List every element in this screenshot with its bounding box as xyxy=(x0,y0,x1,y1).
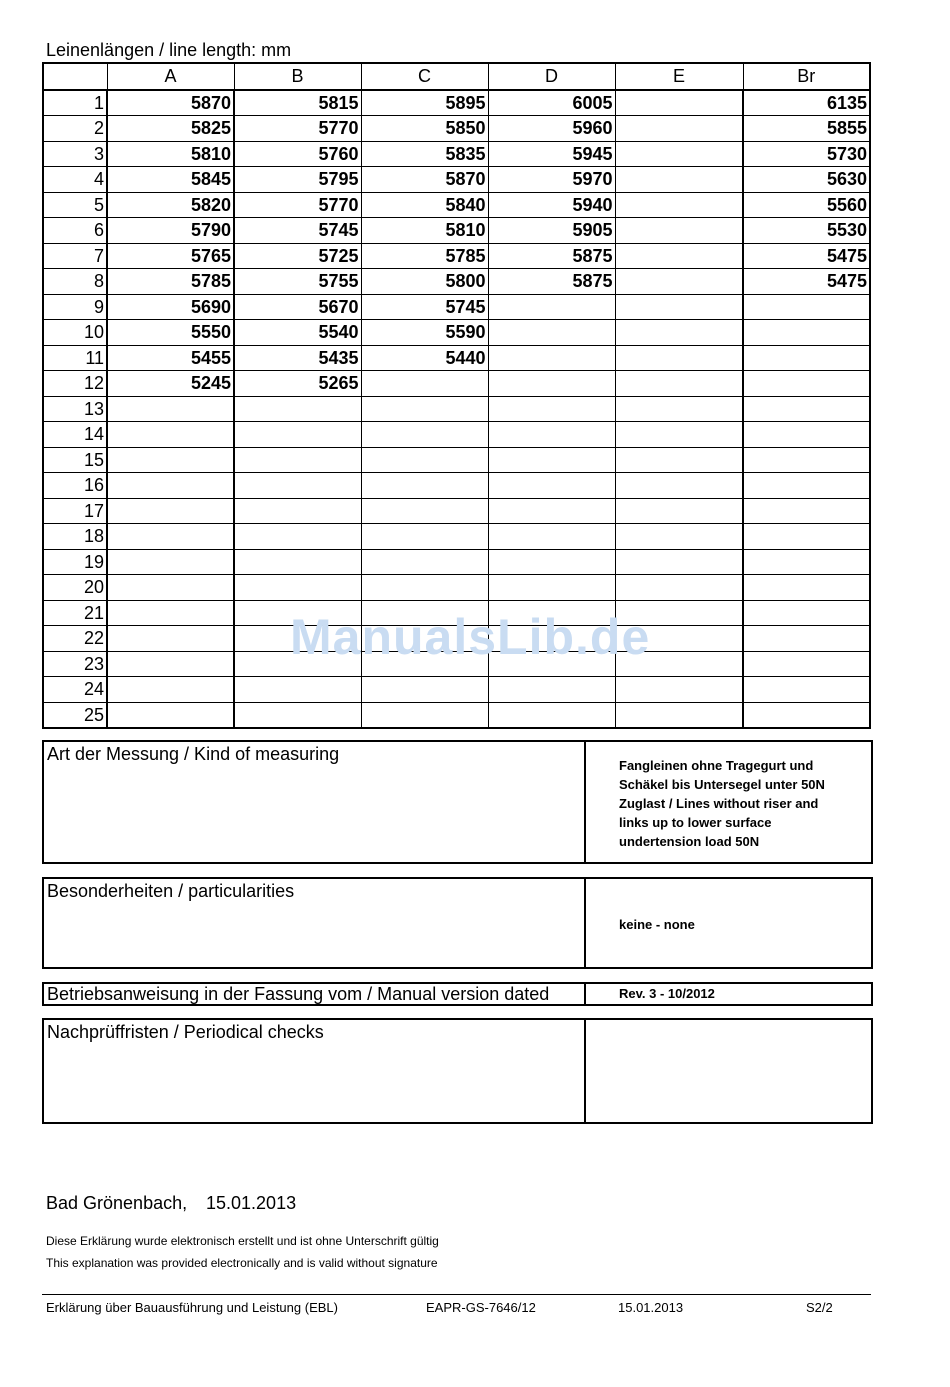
cell-e xyxy=(615,294,743,320)
cell-br xyxy=(743,371,870,397)
cell-br xyxy=(743,447,870,473)
cell-e xyxy=(615,498,743,524)
footer-doc-title: Erklärung über Bauausführung und Leistung (EBL) xyxy=(46,1300,338,1315)
cell-e xyxy=(615,396,743,422)
cell-br: 5730 xyxy=(743,141,870,167)
cell-b xyxy=(234,549,361,575)
table-row xyxy=(43,167,870,193)
cell-br xyxy=(743,626,870,652)
cell-d: 5905 xyxy=(488,218,615,244)
cell-c: 5835 xyxy=(361,141,488,167)
cell-br xyxy=(743,549,870,575)
cell-d: 6005 xyxy=(488,90,615,116)
row-number: 25 xyxy=(43,702,107,728)
cell-b xyxy=(234,473,361,499)
table-row xyxy=(43,141,870,167)
table-row xyxy=(43,498,870,524)
row-number: 16 xyxy=(43,473,107,499)
measuring-label: Art der Messung / Kind of measuring xyxy=(47,744,340,764)
cell-a xyxy=(107,626,234,652)
cell-br xyxy=(743,320,870,346)
cell-a: 5845 xyxy=(107,167,234,193)
cell-d xyxy=(488,498,615,524)
cell-d xyxy=(488,294,615,320)
cell-b: 5670 xyxy=(234,294,361,320)
table-row xyxy=(43,396,870,422)
cell-br xyxy=(743,651,870,677)
footer-divider xyxy=(42,1294,871,1295)
cell-d: 5875 xyxy=(488,269,615,295)
row-number: 1 xyxy=(43,90,107,116)
measuring-line: Fangleinen ohne Tragegurt und xyxy=(619,758,814,773)
cell-c: 5870 xyxy=(361,167,488,193)
cell-b: 5540 xyxy=(234,320,361,346)
box-divider xyxy=(584,879,586,967)
cell-br: 5560 xyxy=(743,192,870,218)
cell-e xyxy=(615,141,743,167)
cell-br xyxy=(743,294,870,320)
table-row xyxy=(43,269,870,295)
table-row xyxy=(43,345,870,371)
cell-c xyxy=(361,371,488,397)
cell-a: 5790 xyxy=(107,218,234,244)
cell-c: 5440 xyxy=(361,345,488,371)
cell-br: 6135 xyxy=(743,90,870,116)
cell-d: 5960 xyxy=(488,116,615,142)
table-row xyxy=(43,447,870,473)
row-number: 2 xyxy=(43,116,107,142)
cell-e xyxy=(615,90,743,116)
cell-c: 5850 xyxy=(361,116,488,142)
cell-c xyxy=(361,473,488,499)
periodical-checks-box xyxy=(42,1018,873,1124)
table-row xyxy=(43,524,870,550)
cell-b xyxy=(234,575,361,601)
col-header-e: E xyxy=(615,63,743,90)
cell-d xyxy=(488,524,615,550)
cell-a: 5765 xyxy=(107,243,234,269)
cell-c: 5810 xyxy=(361,218,488,244)
manual-version-label: Betriebsanweisung in der Fassung vom / Manual version dated xyxy=(47,984,550,1004)
box-divider xyxy=(584,984,586,1004)
cell-d xyxy=(488,575,615,601)
cell-b: 5745 xyxy=(234,218,361,244)
row-number: 4 xyxy=(43,167,107,193)
cell-b: 5435 xyxy=(234,345,361,371)
cell-e xyxy=(615,422,743,448)
row-number: 10 xyxy=(43,320,107,346)
row-number: 22 xyxy=(43,626,107,652)
cell-b xyxy=(234,702,361,728)
cell-a xyxy=(107,422,234,448)
cell-c: 5590 xyxy=(361,320,488,346)
cell-c: 5800 xyxy=(361,269,488,295)
row-number: 19 xyxy=(43,549,107,575)
cell-a xyxy=(107,498,234,524)
cell-e xyxy=(615,192,743,218)
cell-e xyxy=(615,575,743,601)
cell-br: 5630 xyxy=(743,167,870,193)
cell-br xyxy=(743,498,870,524)
table-row xyxy=(43,116,870,142)
row-number: 8 xyxy=(43,269,107,295)
cell-a: 5550 xyxy=(107,320,234,346)
col-header-c: C xyxy=(361,63,488,90)
place: Bad Grönenbach, xyxy=(46,1193,188,1213)
cell-d xyxy=(488,447,615,473)
cell-d xyxy=(488,702,615,728)
cell-br xyxy=(743,345,870,371)
cell-br xyxy=(743,422,870,448)
cell-c: 5745 xyxy=(361,294,488,320)
cell-a xyxy=(107,600,234,626)
cell-d xyxy=(488,473,615,499)
row-number: 15 xyxy=(43,447,107,473)
row-number: 13 xyxy=(43,396,107,422)
row-number: 7 xyxy=(43,243,107,269)
cell-d: 5875 xyxy=(488,243,615,269)
cell-br xyxy=(743,702,870,728)
table-row xyxy=(43,371,870,397)
cell-br: 5530 xyxy=(743,218,870,244)
row-number: 23 xyxy=(43,651,107,677)
cell-a xyxy=(107,524,234,550)
cell-c xyxy=(361,447,488,473)
cell-c xyxy=(361,396,488,422)
cell-c: 5785 xyxy=(361,243,488,269)
table-row xyxy=(43,422,870,448)
cell-e xyxy=(615,345,743,371)
row-number: 14 xyxy=(43,422,107,448)
cell-e xyxy=(615,549,743,575)
row-number: 12 xyxy=(43,371,107,397)
table-row xyxy=(43,549,870,575)
cell-br: 5475 xyxy=(743,243,870,269)
cell-d: 5940 xyxy=(488,192,615,218)
footer-page: S2/2 xyxy=(806,1300,833,1315)
cell-a xyxy=(107,677,234,703)
cell-d: 5945 xyxy=(488,141,615,167)
cell-a xyxy=(107,549,234,575)
table-row xyxy=(43,473,870,499)
row-number: 9 xyxy=(43,294,107,320)
cell-a xyxy=(107,447,234,473)
row-number: 21 xyxy=(43,600,107,626)
note-english: This explanation was provided electronically and is valid without signature xyxy=(46,1256,438,1270)
table-row xyxy=(43,243,870,269)
cell-a xyxy=(107,396,234,422)
col-header-br: Br xyxy=(743,63,870,90)
cell-a: 5690 xyxy=(107,294,234,320)
cell-d xyxy=(488,396,615,422)
cell-c: 5895 xyxy=(361,90,488,116)
cell-b: 5265 xyxy=(234,371,361,397)
cell-c xyxy=(361,498,488,524)
cell-e xyxy=(615,447,743,473)
table-row xyxy=(43,218,870,244)
col-header-row-number xyxy=(43,63,107,90)
cell-br: 5855 xyxy=(743,116,870,142)
periodical-checks-label: Nachprüffristen / Periodical checks xyxy=(47,1022,324,1042)
cell-b xyxy=(234,422,361,448)
cell-a: 5825 xyxy=(107,116,234,142)
measuring-line: Schäkel bis Untersegel unter 50N xyxy=(619,777,825,792)
cell-e xyxy=(615,677,743,703)
table-row xyxy=(43,90,870,116)
cell-b: 5770 xyxy=(234,116,361,142)
cell-c xyxy=(361,702,488,728)
cell-b: 5770 xyxy=(234,192,361,218)
cell-c: 5840 xyxy=(361,192,488,218)
cell-d xyxy=(488,549,615,575)
cell-a xyxy=(107,702,234,728)
cell-e xyxy=(615,524,743,550)
cell-b xyxy=(234,447,361,473)
cell-b xyxy=(234,677,361,703)
table-row xyxy=(43,702,870,728)
row-number: 6 xyxy=(43,218,107,244)
measuring-line: Zuglast / Lines without riser and xyxy=(619,796,819,811)
cell-a xyxy=(107,575,234,601)
date: 15.01.2013 xyxy=(206,1193,297,1213)
cell-d xyxy=(488,320,615,346)
watermark: ManualsLib.de xyxy=(290,609,651,665)
particularities-label: Besonderheiten / particularities xyxy=(47,881,295,901)
cell-d xyxy=(488,345,615,371)
cell-e xyxy=(615,473,743,499)
cell-a: 5870 xyxy=(107,90,234,116)
cell-e xyxy=(615,167,743,193)
cell-a: 5820 xyxy=(107,192,234,218)
cell-b: 5815 xyxy=(234,90,361,116)
box-divider xyxy=(584,1020,586,1122)
cell-br xyxy=(743,575,870,601)
cell-a xyxy=(107,473,234,499)
table-row xyxy=(43,575,870,601)
manual-version-value: Rev. 3 - 10/2012 xyxy=(619,986,715,1001)
cell-e xyxy=(615,218,743,244)
cell-a: 5245 xyxy=(107,371,234,397)
cell-e xyxy=(615,116,743,142)
cell-br xyxy=(743,396,870,422)
col-header-d: D xyxy=(488,63,615,90)
table-row xyxy=(43,677,870,703)
particularities-value: keine - none xyxy=(619,917,695,932)
footer-doc-id: EAPR-GS-7646/12 xyxy=(426,1300,536,1315)
cell-d xyxy=(488,677,615,703)
cell-d xyxy=(488,371,615,397)
cell-br xyxy=(743,600,870,626)
cell-br xyxy=(743,473,870,499)
cell-a: 5810 xyxy=(107,141,234,167)
cell-b xyxy=(234,396,361,422)
table-header-row xyxy=(43,63,870,90)
table-row xyxy=(43,320,870,346)
note-german: Diese Erklärung wurde elektronisch erstellt und ist ohne Unterschrift gültig xyxy=(46,1234,439,1248)
cell-b: 5795 xyxy=(234,167,361,193)
table-row xyxy=(43,294,870,320)
cell-a xyxy=(107,651,234,677)
cell-b: 5725 xyxy=(234,243,361,269)
row-number: 20 xyxy=(43,575,107,601)
cell-a: 5785 xyxy=(107,269,234,295)
measuring-box xyxy=(42,740,873,864)
row-number: 5 xyxy=(43,192,107,218)
measuring-line: links up to lower surface xyxy=(619,815,772,830)
col-header-a: A xyxy=(107,63,234,90)
cell-e xyxy=(615,320,743,346)
box-divider xyxy=(584,742,586,862)
cell-c xyxy=(361,549,488,575)
row-number: 18 xyxy=(43,524,107,550)
cell-e xyxy=(615,269,743,295)
cell-c xyxy=(361,677,488,703)
cell-c xyxy=(361,575,488,601)
row-number: 17 xyxy=(43,498,107,524)
col-header-b: B xyxy=(234,63,361,90)
cell-d xyxy=(488,422,615,448)
particularities-box xyxy=(42,877,873,969)
row-number: 24 xyxy=(43,677,107,703)
cell-b xyxy=(234,524,361,550)
cell-e xyxy=(615,702,743,728)
cell-d: 5970 xyxy=(488,167,615,193)
row-number: 11 xyxy=(43,345,107,371)
manual-version-box xyxy=(42,982,873,1006)
cell-a: 5455 xyxy=(107,345,234,371)
cell-e xyxy=(615,371,743,397)
cell-br xyxy=(743,524,870,550)
table-row xyxy=(43,192,870,218)
cell-b: 5760 xyxy=(234,141,361,167)
cell-c xyxy=(361,422,488,448)
cell-b: 5755 xyxy=(234,269,361,295)
cell-br: 5475 xyxy=(743,269,870,295)
cell-br xyxy=(743,677,870,703)
cell-e xyxy=(615,243,743,269)
measuring-value xyxy=(619,756,825,851)
measuring-line: undertension load 50N xyxy=(619,834,760,849)
table-title: Leinenlängen / line length: mm xyxy=(46,40,292,60)
row-number: 3 xyxy=(43,141,107,167)
cell-b xyxy=(234,498,361,524)
footer-date: 15.01.2013 xyxy=(618,1300,684,1315)
cell-c xyxy=(361,524,488,550)
